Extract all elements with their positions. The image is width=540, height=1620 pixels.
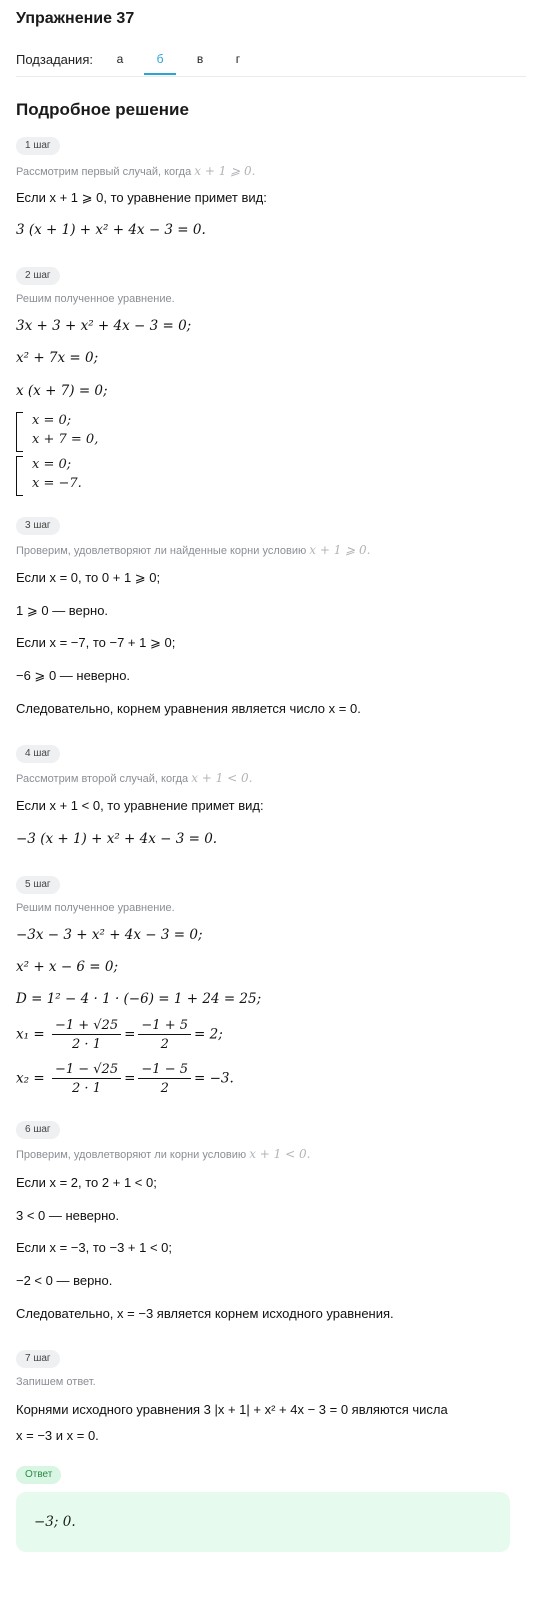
- step-line: Если x = −7, то −7 + 1 ⩾ 0;: [16, 635, 176, 650]
- step-line: x² + 7x = 0;: [16, 350, 99, 366]
- denominator: 2: [160, 1081, 169, 1096]
- step-badge: 2 шаг: [16, 267, 60, 285]
- formula-lhs: x₂ =: [16, 1070, 45, 1087]
- step-line: −2 < 0 — верно.: [16, 1273, 113, 1288]
- step-badge: 3 шаг: [16, 517, 60, 535]
- step-line: −3 (x + 1) + x² + 4x − 3 = 0.: [16, 831, 218, 847]
- step-line: −3x − 3 + x² + 4x − 3 = 0;: [16, 927, 203, 943]
- tab-b[interactable]: б: [156, 52, 164, 66]
- answer-badge: Ответ: [16, 1466, 61, 1484]
- bracket: [16, 412, 23, 452]
- step-line: 3x + 3 + x² + 4x − 3 = 0;: [16, 318, 192, 334]
- step-line: Следовательно, x = −3 является корнем исходного уравнения.: [16, 1306, 394, 1321]
- step-hint: Решим полученное уравнение.: [16, 902, 175, 914]
- system-row: x = −7.: [32, 476, 82, 491]
- tab-a[interactable]: а: [116, 52, 124, 66]
- fraction: [52, 1062, 121, 1096]
- step-hint: Решим полученное уравнение.: [16, 293, 175, 305]
- fraction: [52, 1018, 121, 1052]
- tab-g[interactable]: г: [235, 52, 241, 66]
- hint-text: Рассмотрим второй случай, когда: [16, 773, 192, 785]
- hint-math: x + 1 ⩾ 0.: [194, 164, 256, 178]
- hint-text: Проверим, удовлетворяют ли корни условию: [16, 1149, 250, 1161]
- system-row: x + 7 = 0,: [32, 432, 99, 447]
- step-badge: 5 шаг: [16, 876, 60, 894]
- answer-text: −3; 0.: [34, 1514, 76, 1530]
- denominator: 2 · 1: [72, 1037, 101, 1052]
- step-badge: 4 шаг: [16, 745, 60, 763]
- step-hint: [16, 1147, 310, 1161]
- system-row: x = 0;: [32, 457, 72, 472]
- step-line: −6 ⩾ 0 — неверно.: [16, 668, 131, 683]
- step-hint: [16, 771, 252, 785]
- root-x1-formula: x₁ = $\frac{-1 + √25}{2 \cdot 1}$ = $\frac{-1 + 5}{2}$ = 2;: [16, 1018, 223, 1052]
- step-hint: [16, 543, 371, 557]
- step-line: Если x + 1 ⩾ 0, то уравнение примет вид:: [16, 190, 267, 205]
- step-line: Следовательно, корнем уравнения является число x = 0.: [16, 701, 361, 716]
- numerator: −1 − √25: [52, 1062, 121, 1079]
- fraction: [138, 1062, 191, 1096]
- hint-text: Рассмотрим первый случай, когда: [16, 166, 195, 178]
- tab-v[interactable]: в: [196, 52, 204, 66]
- subtasks-label: Подзадания:: [16, 52, 93, 67]
- step-hint: [16, 164, 256, 178]
- step-line: x² + x − 6 = 0;: [16, 959, 119, 975]
- solution-title: Подробное решение: [16, 100, 189, 119]
- hint-math: x + 1 ⩾ 0.: [309, 543, 371, 557]
- step-line: D = 1² − 4 · 1 · (−6) = 1 + 24 = 25;: [16, 991, 262, 1007]
- denominator: 2 · 1: [72, 1081, 101, 1096]
- step-line: 3 < 0 — неверно.: [16, 1208, 120, 1223]
- step-line: x (x + 7) = 0;: [16, 383, 108, 399]
- step-line: 1 ⩾ 0 — верно.: [16, 603, 109, 618]
- hint-math: x + 1 < 0.: [191, 771, 253, 785]
- answer-box: [16, 1492, 510, 1552]
- step-line: Если x = 2, то 2 + 1 < 0;: [16, 1175, 157, 1190]
- subtasks-bar: [16, 44, 526, 77]
- step-line: Если x + 1 < 0, то уравнение примет вид:: [16, 798, 264, 813]
- fraction: [138, 1018, 191, 1052]
- formula-lhs: x₁ =: [16, 1026, 45, 1043]
- step-hint: Запишем ответ.: [16, 1376, 96, 1388]
- step-badge: 6 шаг: [16, 1121, 60, 1139]
- numerator: −1 − 5: [138, 1062, 191, 1079]
- step-line: 3 (x + 1) + x² + 4x − 3 = 0.: [16, 222, 206, 238]
- formula-rhs: = −3.: [194, 1070, 234, 1087]
- step-line: Если x = 0, то 0 + 1 ⩾ 0;: [16, 570, 161, 585]
- denominator: 2: [160, 1037, 169, 1052]
- root-x2-formula: x₂ = $\frac{-1 - √25}{2 \cdot 1}$ = $\frac{-1 - 5}{2}$ = −3.: [16, 1062, 234, 1096]
- active-tab-indicator: [144, 73, 176, 75]
- bracket: [16, 456, 23, 496]
- exercise-title: Упражнение 37: [16, 10, 135, 27]
- hint-text: Проверим, удовлетворяют ли найденные корни условию: [16, 545, 310, 557]
- step-line: Если x = −3, то −3 + 1 < 0;: [16, 1240, 173, 1255]
- system-row: x = 0;: [32, 413, 72, 428]
- formula-rhs: = 2;: [194, 1026, 223, 1043]
- step-badge: 7 шаг: [16, 1350, 60, 1368]
- numerator: −1 + √25: [52, 1018, 121, 1035]
- step-line: x = −3 и x = 0.: [16, 1428, 99, 1443]
- hint-math: x + 1 < 0.: [249, 1147, 311, 1161]
- step-line: Корнями исходного уравнения 3 |x + 1| + x² + 4x − 3 = 0 являются числа: [16, 1402, 448, 1417]
- numerator: −1 + 5: [138, 1018, 191, 1035]
- step-badge: 1 шаг: [16, 137, 60, 155]
